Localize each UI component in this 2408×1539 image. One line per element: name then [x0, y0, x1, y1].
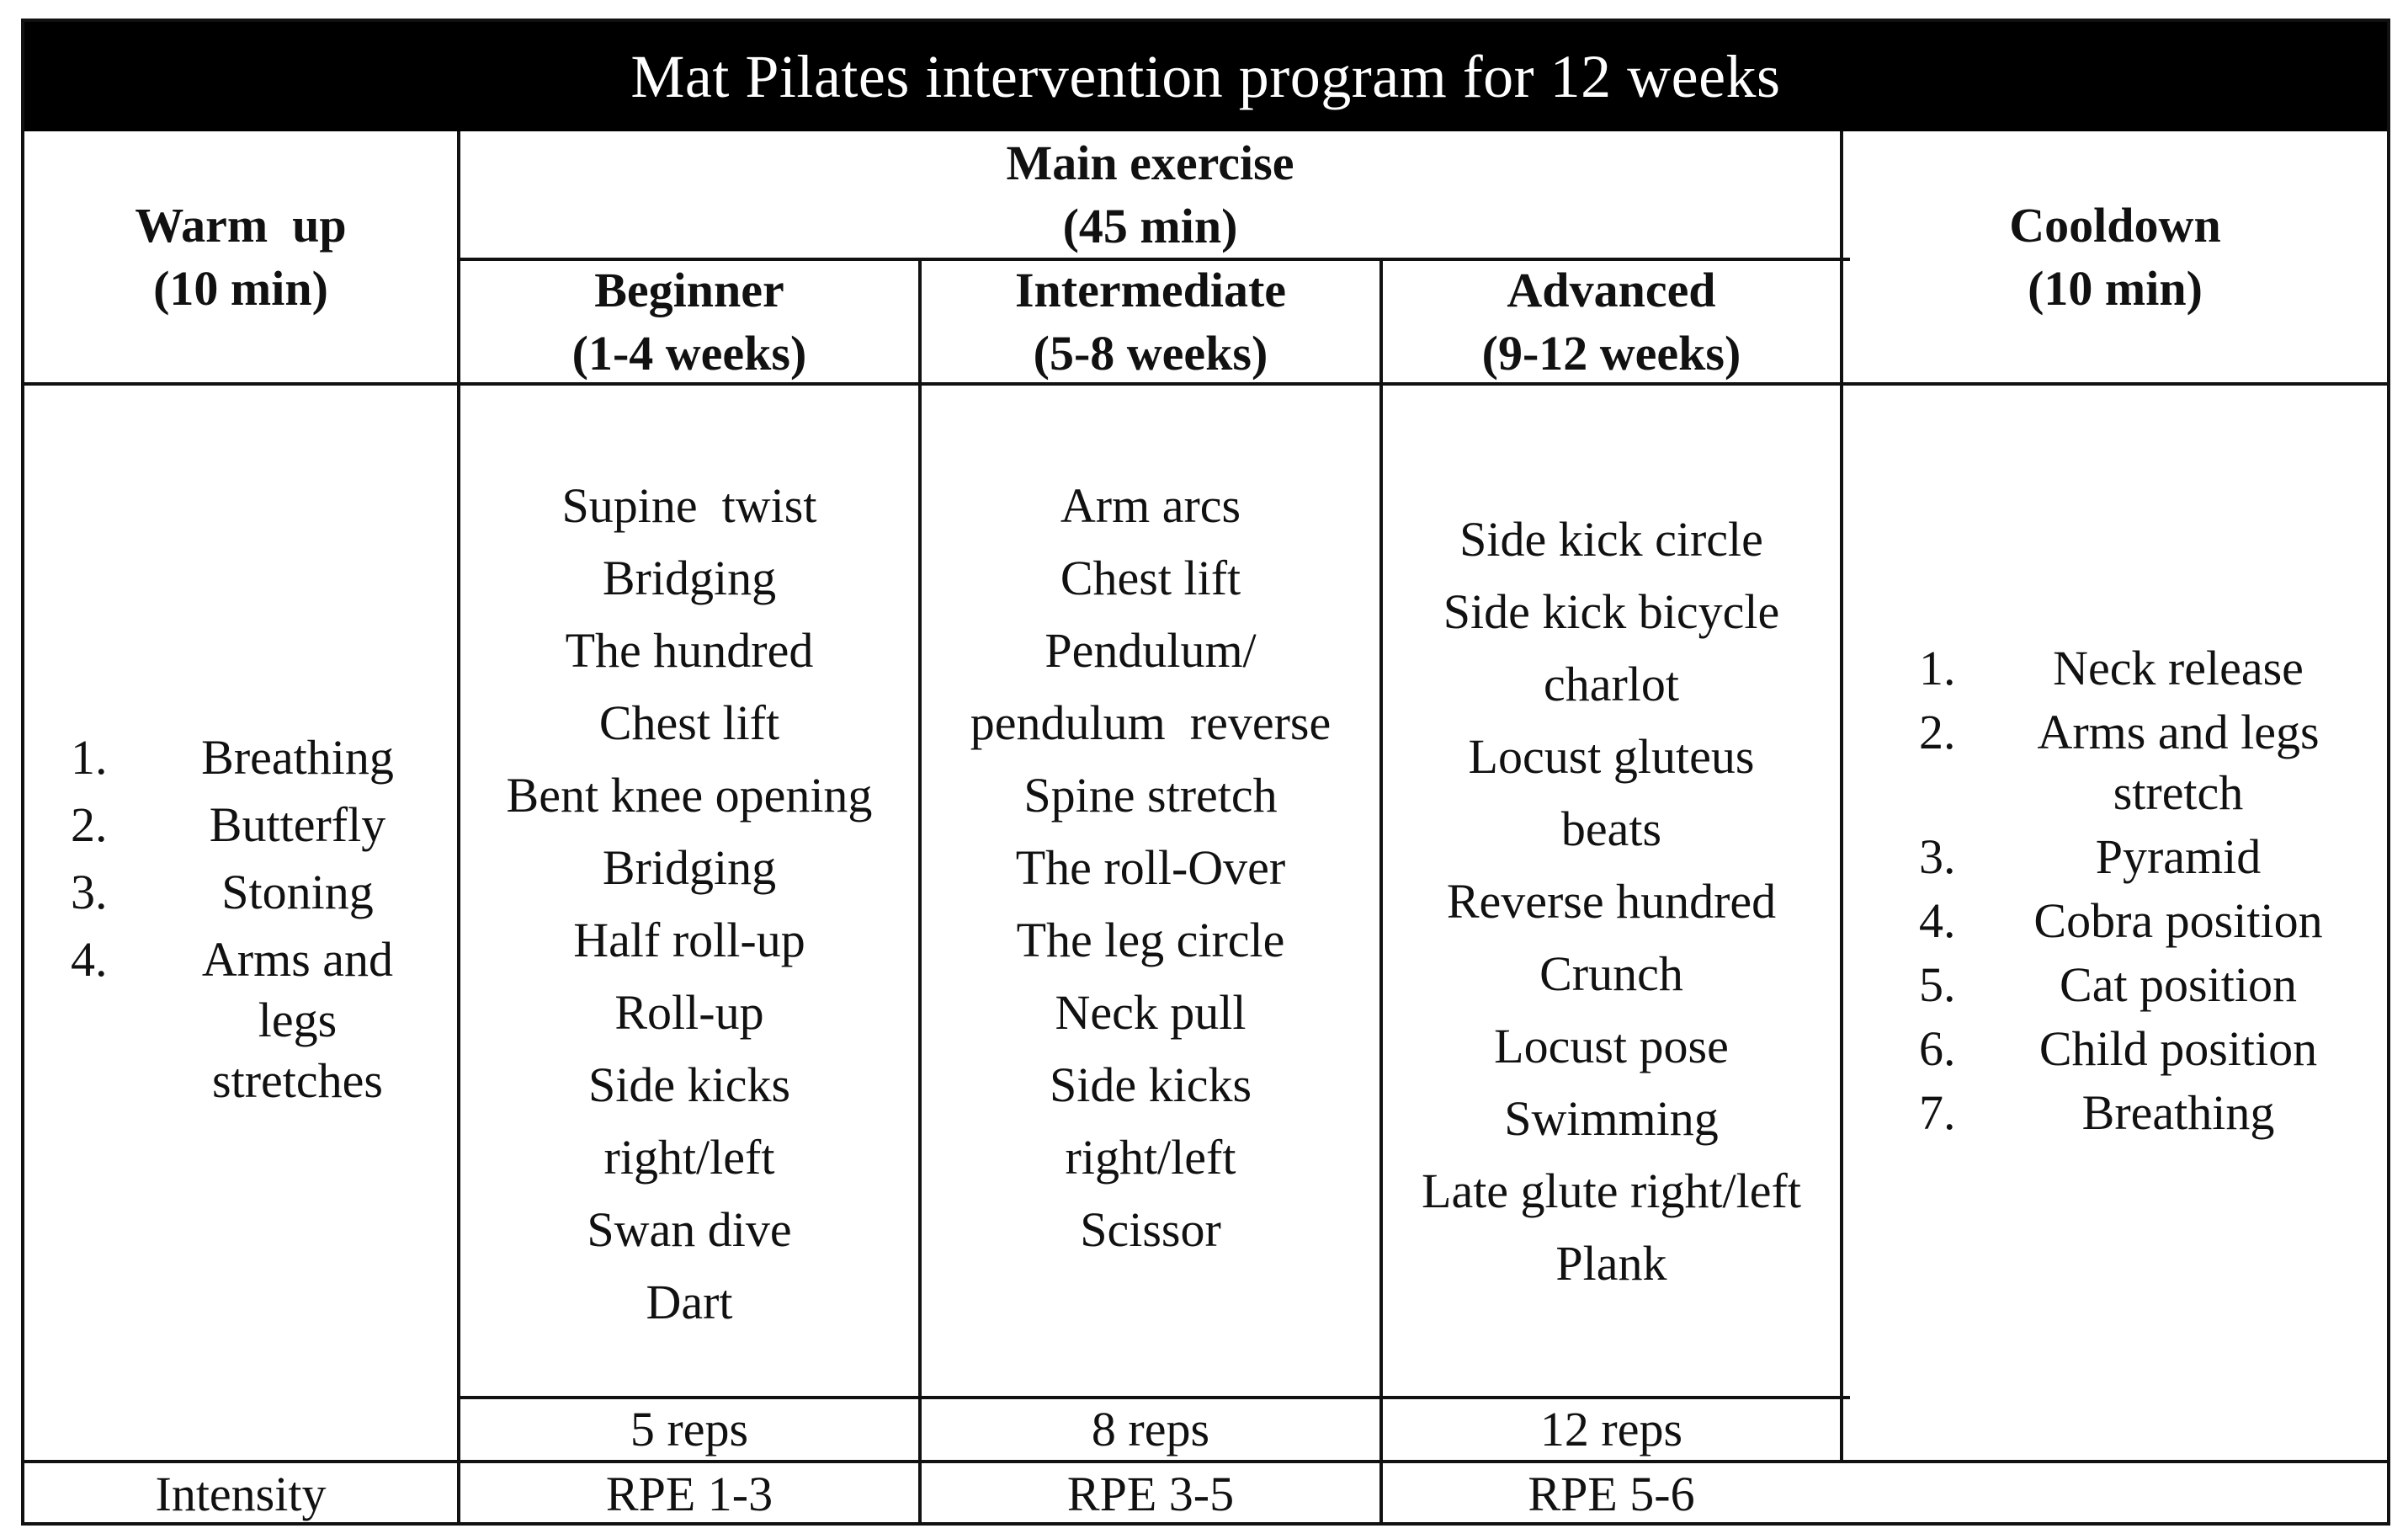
list-number: 2.: [1919, 705, 1956, 759]
intermediate-intensity: RPE 3-5: [1066, 1466, 1235, 1521]
intermediate-exercise-item: Pendulum/: [1045, 623, 1257, 678]
intermediate-exercise-item: right/left: [1065, 1130, 1236, 1185]
cooldown-list: [1843, 638, 2387, 1147]
advanced-exercise-item: beats: [1560, 801, 1662, 856]
cooldown-header-duration: (10 min): [2028, 261, 2203, 316]
intermediate-exercise-item: Neck pull: [1055, 985, 1247, 1040]
beginner-exercise-item: Roll-up: [614, 985, 764, 1040]
intermediate-header-weeks: (5-8 weeks): [1033, 326, 1268, 381]
beginner-header-title: Beginner: [594, 262, 784, 317]
list-number: 3.: [1919, 829, 1956, 884]
list-number: 4.: [71, 932, 108, 987]
beginner-exercise-item: Half roll-up: [573, 913, 805, 967]
cooldown-item: [1919, 891, 2353, 951]
advanced-cell: [1383, 386, 1840, 1396]
list-number: 4.: [1919, 893, 1956, 948]
intermediate-header: [922, 261, 1379, 382]
intermediate-exercise-item: Spine stretch: [1023, 768, 1278, 823]
list-item-text: Neck release: [2053, 641, 2304, 695]
beginner-exercise-item: Swan dive: [587, 1202, 792, 1257]
list-number: 1.: [71, 730, 108, 785]
beginner-intensity: RPE 1-3: [605, 1466, 773, 1521]
warmup-item: [71, 727, 432, 788]
beginner-exercise-item: The hundred: [565, 623, 814, 678]
main-exercise-header-title: Main exercise: [1006, 135, 1294, 190]
list-item-text: Arms and: [201, 932, 394, 987]
advanced-exercise-item: Crunch: [1539, 946, 1683, 1001]
list-number: 7.: [1919, 1085, 1956, 1140]
list-item-text: Breathing: [2081, 1085, 2275, 1140]
intermediate-reps: 8 reps: [1091, 1401, 1210, 1456]
advanced-exercise-item: Plank: [1555, 1236, 1667, 1291]
warmup-item: [71, 929, 432, 1111]
advanced-exercise-item: Side kick bicycle: [1443, 584, 1780, 639]
cooldown-item: [1919, 638, 2353, 699]
list-number: 2.: [71, 797, 108, 852]
advanced-exercise-item: charlot: [1543, 657, 1679, 711]
main-exercise-header: [460, 131, 1840, 258]
list-number: 3.: [71, 865, 108, 919]
intermediate-cell: [922, 386, 1379, 1396]
intermediate-exercise-item: Arm arcs: [1060, 478, 1241, 533]
beginner-exercise-item: Dart: [646, 1275, 733, 1329]
beginner-exercise-item: Bridging: [602, 840, 777, 895]
intermediate-exercise-item: Chest lift: [1060, 551, 1241, 605]
advanced-exercise-item: Swimming: [1504, 1091, 1719, 1146]
list-item-text: stretches: [212, 1053, 383, 1108]
beginner-exercise-item: Chest lift: [598, 695, 780, 750]
beginner-exercise-item: Bridging: [602, 551, 777, 605]
list-item-text: Cat position: [2060, 957, 2297, 1012]
warmup-item: [71, 862, 432, 923]
advanced-exercise-item: Late glute right/left: [1422, 1164, 1801, 1218]
intermediate-exercise-item: Side kicks: [1049, 1057, 1252, 1112]
cooldown-intensity-empty: [1843, 1463, 2387, 1526]
list-item-text: Pyramid: [2095, 829, 2262, 884]
advanced-exercise-item: Locust pose: [1494, 1019, 1729, 1073]
cooldown-header: [1843, 131, 2387, 382]
cooldown-item: [1919, 1019, 2353, 1079]
advanced-header-weeks: (9-12 weeks): [1481, 326, 1741, 381]
list-item-text: legs: [258, 993, 338, 1047]
warmup-cell: [24, 386, 457, 1460]
pilates-program-table: [21, 19, 2390, 1526]
intermediate-exercise-item: Scissor: [1080, 1202, 1221, 1257]
cooldown-item: [1919, 1083, 2353, 1143]
cooldown-cell: [1843, 386, 2387, 1460]
intermediate-exercise-item: The leg circle: [1016, 913, 1285, 967]
list-number: 5.: [1919, 957, 1956, 1012]
warmup-list: [24, 727, 457, 1118]
list-item-text: Stoning: [221, 865, 374, 919]
advanced-reps: 12 reps: [1539, 1401, 1683, 1456]
beginner-header: [460, 261, 918, 382]
beginner-cell: [460, 386, 918, 1396]
cooldown-item: [1919, 827, 2353, 887]
warmup-item: [71, 795, 432, 855]
list-item-text: Arms and legs: [2037, 705, 2320, 759]
advanced-exercise-item: Locust gluteus: [1468, 729, 1755, 784]
list-item-text: Child position: [2039, 1021, 2318, 1076]
warmup-header-title: Warm up: [135, 197, 347, 253]
beginner-exercise-list: [507, 470, 873, 1339]
warmup-header: [24, 131, 457, 382]
intermediate-exercise-item: pendulum reverse: [970, 695, 1332, 750]
intermediate-header-title: Intermediate: [1014, 262, 1287, 317]
cooldown-header-title: Cooldown: [2009, 197, 2221, 253]
advanced-header-title: Advanced: [1507, 262, 1716, 317]
list-item-text: Cobra position: [2033, 893, 2323, 948]
list-item-text: Butterfly: [209, 797, 386, 852]
beginner-exercise-item: right/left: [603, 1130, 775, 1185]
list-item-text: Breathing: [201, 730, 394, 785]
list-number: 6.: [1919, 1021, 1956, 1076]
cooldown-item: [1919, 702, 2353, 823]
intermediate-exercise-list: [970, 470, 1331, 1266]
list-number: 1.: [1919, 641, 1956, 695]
advanced-intensity: RPE 5-6: [1528, 1466, 1695, 1521]
beginner-exercise-item: Bent knee opening: [506, 768, 873, 823]
beginner-exercise-item: Supine twist: [561, 478, 817, 533]
table-title: Mat Pilates intervention program for 12 weeks: [24, 22, 2387, 131]
intermediate-exercise-item: The roll-Over: [1015, 840, 1286, 895]
main-exercise-header-duration: (45 min): [1062, 199, 1238, 253]
beginner-exercise-item: Side kicks: [587, 1057, 791, 1112]
list-item-text: stretch: [2113, 765, 2244, 820]
warmup-header-duration: (10 min): [153, 261, 328, 316]
advanced-exercise-item: Reverse hundred: [1446, 874, 1777, 929]
intensity-label: Intensity: [155, 1466, 327, 1521]
advanced-exercise-item: Side kick circle: [1459, 512, 1763, 567]
beginner-reps: 5 reps: [630, 1401, 749, 1456]
cooldown-item: [1919, 955, 2353, 1015]
advanced-exercise-list: [1422, 503, 1801, 1300]
advanced-header: [1383, 261, 1840, 382]
beginner-header-weeks: (1-4 weeks): [571, 326, 807, 381]
